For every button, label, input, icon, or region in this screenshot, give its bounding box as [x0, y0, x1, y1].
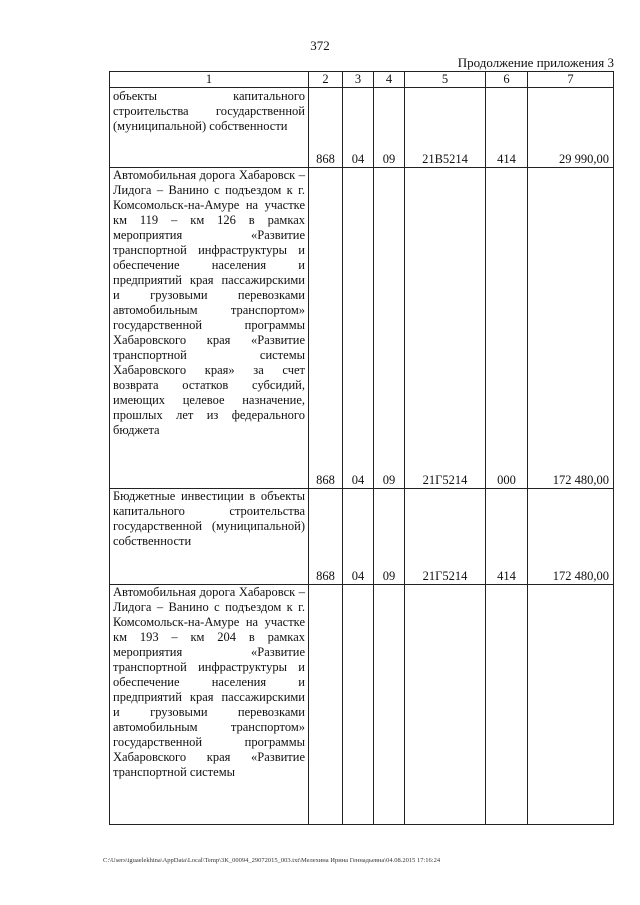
cell-target-article: 21Г5214 [405, 489, 486, 585]
cell-expense-type: 414 [486, 489, 528, 585]
cell-section-code: 04 [343, 88, 374, 168]
cell-section-code: 04 [343, 168, 374, 489]
column-header: 2 [309, 72, 343, 88]
cell-subsection-code: 09 [374, 168, 405, 489]
column-header: 6 [486, 72, 528, 88]
row-description: Автомобильная дорога Хабаровск – Лидога – Ванино с подъездом к г. Комсомольск-на-Амуре на участке км 119 – км 126 в рамках мероприятия «Развитие транспортной инфраструктуры и обеспечение населения и предприятий края пассажирскими и грузовыми перевозками автомобильным транспортом» государственной программы Хабаровского края «Развитие транспортной системы Хабаровского края» за счет возврата остатков субсидий, имеющих целевое назначение, прошлых лет из федерального бюджета [110, 168, 309, 489]
page-number: 372 [310, 38, 330, 53]
column-header: 1 [110, 72, 309, 88]
row-description: Автомобильная дорога Хабаровск – Лидога – Ванино с подъездом к г. Комсомольск-на-Амуре на участке км 193 – км 204 в рамках мероприятия «Развитие транспортной инфраструктуры и обеспечение населения и предприятий края пассажирскими и грузовыми перевозками автомобильным транспортом» государственной программы Хабаровского края «Развитие транспортной системы [110, 585, 309, 825]
column-header: 3 [343, 72, 374, 88]
cell-amount [528, 585, 614, 825]
appendix-continuation-label: Продолжение приложения 3 [457, 55, 614, 70]
file-path-footer: C:\Users\iguaelekhina\AppData\Local\Temp\3K_00094_29072015_003.txt\Мелехина Ирина Геннадьевна\04.08.2015 17:16:24 [103, 857, 441, 864]
cell-target-article: 21В5214 [405, 88, 486, 168]
column-header: 5 [405, 72, 486, 88]
cell-ministry-code: 868 [309, 489, 343, 585]
cell-expense-type: 414 [486, 88, 528, 168]
table-row [110, 88, 614, 168]
cell-subsection-code [374, 585, 405, 825]
cell-target-article [405, 585, 486, 825]
cell-expense-type [486, 585, 528, 825]
cell-subsection-code: 09 [374, 489, 405, 585]
cell-section-code: 04 [343, 489, 374, 585]
cell-ministry-code [309, 585, 343, 825]
table-row [110, 489, 614, 585]
budget-table [109, 71, 614, 825]
cell-ministry-code: 868 [309, 88, 343, 168]
cell-expense-type: 000 [486, 168, 528, 489]
cell-target-article: 21Г5214 [405, 168, 486, 489]
column-header: 4 [374, 72, 405, 88]
cell-amount: 172 480,00 [528, 489, 614, 585]
cell-ministry-code: 868 [309, 168, 343, 489]
row-description: Бюджетные инвестиции в объекты капитального строительства государственной (муниципальной) собственности [110, 489, 309, 585]
cell-subsection-code: 09 [374, 88, 405, 168]
table-row [110, 585, 614, 825]
column-header: 7 [528, 72, 614, 88]
row-description: объекты капитального строительства государственной (муниципальной) собственности [110, 88, 309, 168]
table-header-row [110, 72, 614, 88]
cell-section-code [343, 585, 374, 825]
table-row [110, 168, 614, 489]
cell-amount: 172 480,00 [528, 168, 614, 489]
cell-amount: 29 990,00 [528, 88, 614, 168]
